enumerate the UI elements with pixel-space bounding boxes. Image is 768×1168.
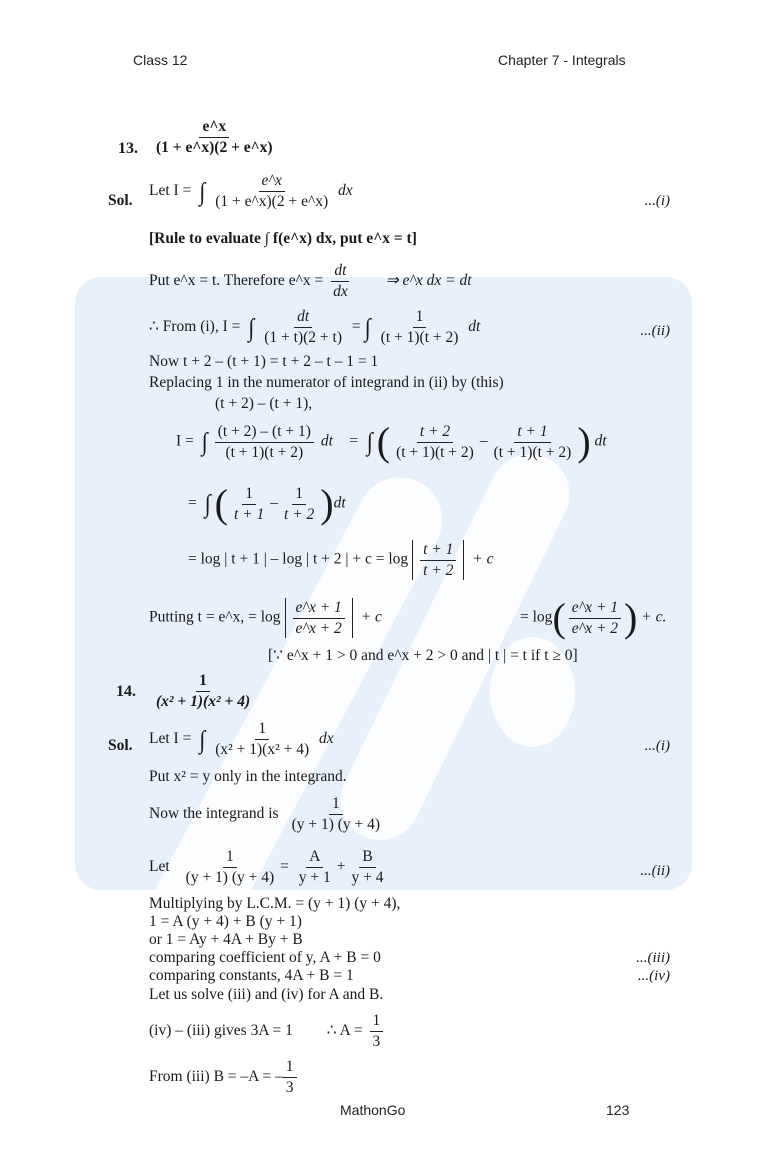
q14-numerator: 1: [196, 672, 210, 692]
right-paren-icon: ): [577, 419, 591, 464]
q13-putting-final: [520, 595, 667, 640]
q14-fromiii-num: 1: [283, 1058, 297, 1078]
q14-put-line: Put x² = y only in the integrand.: [149, 768, 347, 785]
header-class-label: Class 12: [133, 52, 188, 68]
q14-partial-b: B: [359, 848, 375, 868]
q14-partial-a: A: [306, 848, 323, 868]
q13-i-mid: dt =: [320, 432, 363, 450]
q13-expression: [150, 118, 279, 157]
q14-tag-i: ...(i): [644, 738, 670, 754]
q13-step1-line: [188, 481, 346, 526]
q13-put-result: ⇒ e^x dx = dt: [385, 272, 472, 290]
q13-putting-den: e^x + 2: [295, 619, 342, 637]
q14-tag-iv: ...(iv): [637, 968, 670, 984]
integral-sign-icon: ∫: [366, 427, 373, 456]
q13-i-num3: t + 1: [514, 423, 550, 443]
q13-s1-den2: t + 2: [284, 505, 315, 523]
q13-rule: [Rule to evaluate ∫ f(e^x) dx, put e^x = t]: [149, 230, 417, 247]
q14-coef-line: comparing coefficient of y, A + B = 0: [149, 949, 381, 966]
q13-s1-minus: –: [270, 494, 279, 512]
q14-gives-num: 1: [370, 1012, 384, 1032]
q13-from-num1: dt: [294, 308, 312, 328]
integral-sign-icon: ∫: [248, 312, 255, 342]
q14-const-line: comparing constants, 4A + B = 1: [149, 967, 354, 984]
q14-fromiii-text: From (iii) B = –A = –: [149, 1068, 283, 1086]
q14-let-dx: dx: [319, 730, 334, 748]
q14-tag-iii: ...(iii): [636, 950, 670, 966]
left-paren-icon: (: [376, 419, 391, 464]
q13-let-dx: dx: [338, 182, 353, 200]
q13-log-num: t + 1: [420, 541, 456, 561]
q13-putting-text: Putting t = e^x, = log: [149, 608, 281, 626]
q13-denominator: (1 + e^x)(2 + e^x): [156, 139, 273, 156]
header-chapter-label: Chapter 7 - Integrals: [498, 52, 626, 68]
q13-tag-ii: ...(ii): [640, 323, 670, 339]
q13-final-num: e^x + 1: [569, 599, 621, 619]
q14-eq1-line: 1 = A (y + 4) + B (y + 1): [149, 913, 302, 930]
q14-partial-plus: +: [336, 858, 346, 876]
integral-sign-icon: ∫: [199, 176, 206, 206]
q13-putting-line: [149, 598, 382, 638]
q14-partial-line: [149, 848, 390, 887]
q13-i-den2: (t + 1)(t + 2): [396, 443, 474, 461]
q13-s1-eq: =: [188, 494, 201, 512]
q14-eq2-line: or 1 = Ay + 4A + By + B: [149, 931, 303, 948]
q13-i-num: (t + 2) – (t + 1): [215, 423, 314, 443]
q14-let-num: 1: [255, 720, 269, 740]
q13-i-num2: t + 2: [417, 423, 453, 443]
q13-i-dt: dt: [594, 432, 607, 450]
right-paren-icon: ): [320, 481, 334, 526]
q13-final-den: e^x + 2: [571, 619, 619, 637]
q13-let-den: (1 + e^x)(2 + e^x): [215, 193, 329, 210]
q14-expression: [150, 672, 256, 711]
q14-gives-den: 3: [372, 1033, 381, 1050]
q14-now-num: 1: [329, 795, 343, 815]
q13-i-line: [176, 419, 607, 464]
q13-put-text: Put e^x = t. Therefore e^x =: [149, 272, 328, 290]
q13-i-den3: (t + 1)(t + 2): [493, 443, 572, 461]
footer-page-number: 123: [606, 1102, 630, 1118]
integral-sign-icon: ∫: [364, 312, 371, 342]
integral-sign-icon: ∫: [199, 724, 206, 754]
abs-bar-icon: [285, 598, 286, 638]
q13-s1-num1: 1: [242, 485, 256, 505]
q13-log-text: = log | t + 1 | – log | t + 2 | + c = log: [188, 550, 409, 568]
integral-sign-icon: ∫: [201, 427, 208, 456]
q13-from-dt: dt: [468, 318, 481, 336]
q13-from-den2: (t + 1)(t + 2): [380, 329, 459, 346]
q13-putting-c: + c: [360, 608, 382, 626]
q14-now-den: (y + 1) (y + 4): [291, 816, 381, 833]
q14-denominator: (x² + 1)(x² + 4): [156, 693, 251, 710]
q13-s1-dt: dt: [333, 494, 346, 512]
q13-number: 13.: [118, 140, 138, 157]
q14-number: 14.: [116, 683, 136, 700]
q14-fromiii-line: [149, 1058, 300, 1097]
q14-partial-num: 1: [223, 848, 237, 868]
q13-final-c: + c.: [641, 608, 667, 626]
q14-let-den: (x² + 1)(x² + 4): [215, 741, 310, 758]
q14-now-line: [149, 795, 386, 834]
q13-from-line: [149, 308, 480, 347]
q13-from-eq: =: [351, 318, 361, 336]
q14-now-text: Now the integrand is: [149, 805, 279, 823]
q14-partial-den2: y + 1: [298, 869, 331, 886]
q13-log-line: [188, 540, 494, 580]
q13-replacing-line: Replacing 1 in the numerator of integrand in (ii) by (this): [149, 374, 504, 391]
q13-sol-label: Sol.: [108, 192, 133, 209]
q13-i-den: (t + 1)(t + 2): [225, 443, 304, 461]
q14-gives-line: [149, 1012, 386, 1051]
q13-let-num: e^x: [259, 172, 285, 192]
q14-gives-a: ∴ A =: [326, 1022, 367, 1040]
q14-partial-let: Let: [149, 858, 170, 876]
q14-let-line: [149, 720, 334, 759]
q13-let-line: [149, 172, 353, 211]
q14-partial-den: (y + 1) (y + 4): [185, 869, 275, 886]
q14-mult-line: Multiplying by L.C.M. = (y + 1) (y + 4),: [149, 895, 401, 912]
q13-log-c: + c: [472, 550, 494, 568]
q13-because-line: [∵ e^x + 1 > 0 and e^x + 2 > 0 and | t | = t if t ≥ 0]: [268, 647, 578, 664]
q14-tag-ii: ...(ii): [640, 863, 670, 879]
q13-s1-den1: t + 1: [233, 505, 265, 523]
q14-partial-eq: =: [280, 858, 289, 876]
q13-put-line: [149, 262, 472, 301]
right-paren-icon: ): [624, 595, 638, 640]
q13-from-text: ∴ From (i), I =: [149, 318, 245, 336]
q13-i-minus: –: [479, 432, 488, 450]
abs-bar-icon: [352, 598, 353, 638]
footer-brand: MathonGo: [340, 1102, 406, 1118]
q14-sol-label: Sol.: [108, 737, 133, 754]
q14-solve-line: Let us solve (iii) and (iv) for A and B.: [149, 986, 384, 1003]
left-paren-icon: (: [214, 481, 228, 526]
q13-numerator: e^x: [199, 118, 229, 138]
abs-bar-icon: [412, 540, 413, 580]
q13-log-den: t + 2: [423, 561, 454, 579]
q14-partial-den3: y + 4: [351, 869, 384, 886]
abs-bar-icon: [463, 540, 464, 580]
integral-sign-icon: ∫: [204, 489, 211, 518]
q13-putting-num: e^x + 1: [293, 599, 345, 619]
q13-put-den: dx: [333, 283, 348, 300]
q13-put-num: dt: [331, 262, 349, 282]
q13-let-text: Let I =: [149, 182, 196, 200]
q13-replacing-line2: (t + 2) – (t + 1),: [215, 395, 313, 412]
q13-putting-eq: = log: [520, 608, 553, 626]
q13-now-line: Now t + 2 – (t + 1) = t + 2 – t – 1 = 1: [149, 353, 379, 370]
q14-fromiii-den: 3: [285, 1079, 294, 1096]
q14-let-text: Let I =: [149, 730, 196, 748]
q14-gives-text: (iv) – (iii) gives 3A = 1: [149, 1022, 293, 1040]
q13-s1-num2: 1: [292, 485, 306, 505]
q13-i-text: I =: [176, 432, 198, 450]
q13-tag-i: ...(i): [644, 193, 670, 209]
left-paren-icon: (: [552, 595, 566, 640]
q13-from-den1: (1 + t)(2 + t): [264, 329, 343, 346]
q13-from-num2: 1: [413, 308, 427, 328]
